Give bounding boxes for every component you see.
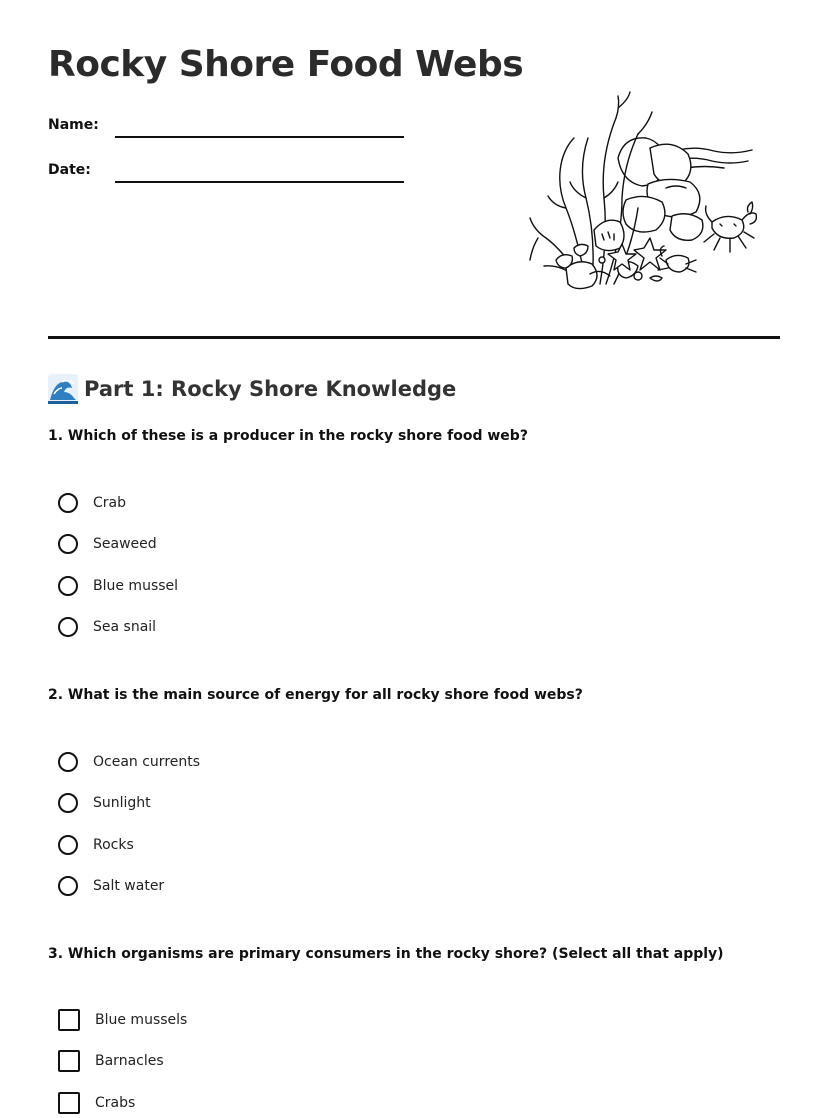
radio-button[interactable] xyxy=(58,493,78,513)
option-label: Crabs xyxy=(95,1095,136,1111)
question-2-text: 2. What is the main source of energy for all rocky shore food webs? xyxy=(48,687,583,703)
option-label: Rocks xyxy=(93,837,134,853)
date-label: Date: xyxy=(48,162,91,178)
option-label: Ocean currents xyxy=(93,754,201,770)
wave-icon xyxy=(48,374,78,404)
radio-button[interactable] xyxy=(58,835,78,855)
option-label: Blue mussel xyxy=(93,578,179,594)
option-label: Sunlight xyxy=(93,795,151,811)
question-2-option-rocks[interactable] xyxy=(58,832,134,858)
checkbox[interactable] xyxy=(58,1050,80,1072)
radio-button[interactable] xyxy=(58,534,78,554)
header-divider xyxy=(48,336,780,339)
checkbox[interactable] xyxy=(58,1092,80,1114)
option-label: Sea snail xyxy=(93,619,157,635)
question-1-option-blue-mussel[interactable] xyxy=(58,573,178,599)
question-3-option-blue-mussels[interactable] xyxy=(58,1007,187,1033)
question-2-option-sunlight[interactable] xyxy=(58,790,151,816)
part1-title: Part 1: Rocky Shore Knowledge xyxy=(84,377,457,401)
name-blank-line[interactable] xyxy=(115,136,404,138)
radio-button[interactable] xyxy=(58,876,78,896)
question-1-option-crab[interactable] xyxy=(58,490,126,516)
option-label: Salt water xyxy=(93,878,165,894)
question-3-text: 3. Which organisms are primary consumers in the rocky shore? (Select all that apply) xyxy=(48,946,724,962)
radio-button[interactable] xyxy=(58,576,78,596)
name-label: Name: xyxy=(48,117,99,133)
checkbox[interactable] xyxy=(58,1009,80,1031)
radio-button[interactable] xyxy=(58,752,78,772)
question-2-option-salt-water[interactable] xyxy=(58,873,164,899)
option-label: Barnacles xyxy=(95,1053,164,1069)
question-1-text: 1. Which of these is a producer in the rocky shore food web? xyxy=(48,428,528,444)
name-field xyxy=(48,114,408,142)
radio-button[interactable] xyxy=(58,793,78,813)
question-2-option-ocean-currents[interactable] xyxy=(58,749,200,775)
radio-button[interactable] xyxy=(58,617,78,637)
date-field xyxy=(48,159,408,187)
option-label: Crab xyxy=(93,495,126,511)
question-3-option-barnacles[interactable] xyxy=(58,1048,164,1074)
option-label: Blue mussels xyxy=(95,1012,188,1028)
option-label: Seaweed xyxy=(93,536,157,552)
worksheet-page xyxy=(48,0,780,1118)
part1-heading xyxy=(48,372,456,406)
date-blank-line[interactable] xyxy=(115,181,404,183)
question-1-option-sea-snail[interactable] xyxy=(58,614,156,640)
question-1-option-seaweed[interactable] xyxy=(58,531,157,557)
worksheet-title: Rocky Shore Food Webs xyxy=(48,44,524,85)
question-3-option-crabs[interactable] xyxy=(58,1090,135,1116)
rocky-shore-illustration-icon xyxy=(526,88,760,298)
